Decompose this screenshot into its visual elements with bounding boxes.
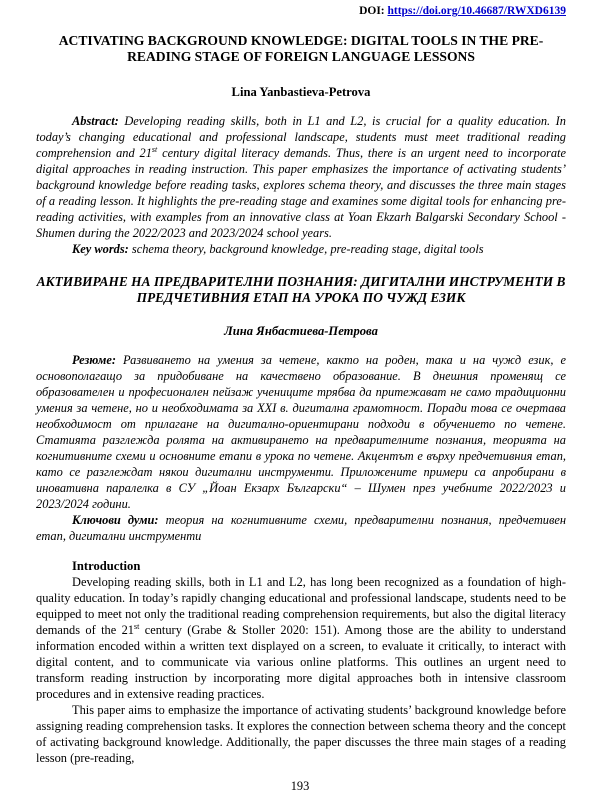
keywords-bg-text: теория на когнитивните схеми, предварителни познания, предчетивен етап, дигитални инструменти xyxy=(36,513,566,543)
abstract-paragraph xyxy=(36,113,566,241)
author-name-en: Lina Yanbastieva-Petrova xyxy=(231,85,371,99)
article-title-en: ACTIVATING BACKGROUND KNOWLEDGE: DIGITAL TOOLS IN THE PRE-READING STAGE OF FOREIGN LANGUAGE LESSONS xyxy=(58,33,544,64)
doi-line xyxy=(36,4,566,18)
abstract-label: Abstract: xyxy=(72,114,119,128)
article-title-bg: АКТИВИРАНЕ НА ПРЕДВАРИТЕЛНИ ПОЗНАНИЯ: ДИГИТАЛНИ ИНСТРУМЕНТИ В ПРЕДЧЕТИВНИЯ ЕТАП НА УРОКА ПО ЧУЖД ЕЗИК xyxy=(36,274,566,305)
resume-text: Развиването на умения за четене, както на роден, така и на чужд език, е основополагащо за придобиване на качествено образование. В днешния променящ се образователен и професионален пейзаж учениците трябва да притежават не само традиционни умения за четене, но и необходимата за XXI в. дигитална грамотност. Поради това се очертава необходимост от прилагане на дигитално-ориентирани подходи в обучението по четене. Статията разглежда ролята на активирането на предварителните познания, теорията на когнитивните схеми и основните етапи в урока по четене. Акцентът е върху предчетивния етап, като се разглеждат някои дигитални инструменти. Приложените примери са апробирани в иновативна паралелка в СУ „Йоан Екзарх Български“ – Шумен през учебните 2022/2023 и 2023/2024 години. xyxy=(36,353,566,511)
intro-p1-text-1: Developing reading skills, both in L1 and L2, has long been recognized as a foundation of high-quality education. In today’s rapidly changing educational and professional landscape, students need to be equipped to meet not only the traditional reading comprehension requirements, but also the digital literacy demands of the 21 xyxy=(36,575,566,637)
keywords-bg-label: Ключови думи: xyxy=(72,513,159,527)
doi-label: DOI: xyxy=(359,5,388,17)
keywords-bg-paragraph xyxy=(36,512,566,544)
abstract-ordinal-sup: st xyxy=(151,144,158,154)
keywords-en-label: Key words: xyxy=(72,242,129,256)
resume-paragraph xyxy=(36,352,566,512)
author-name-bg: Лина Янбастиева-Петрова xyxy=(224,324,378,338)
section-heading-introduction: Introduction xyxy=(72,559,141,573)
page-number: 193 xyxy=(290,779,310,793)
doi-link[interactable]: https://doi.org/10.46687/RWXD6139 xyxy=(387,5,566,17)
intro-paragraph-1 xyxy=(36,574,566,702)
keywords-en-paragraph xyxy=(36,241,566,257)
intro-ordinal-sup: st xyxy=(134,621,140,631)
intro-p1-text-2: century (Grabe & Stoller 2020: 151). Among those are the ability to understand information encoded within a written text displayed on a screen, to evaluate it critically, to interact with digital content, and to communicate via various online platforms. This outlines an urgent need to transform reading instruction by incorporating more digital approaches both in intensive classroom procedures and in extensive reading practices. xyxy=(36,623,567,701)
resume-label: Резюме: xyxy=(72,353,116,367)
keywords-en-text: schema theory, background knowledge, pre-reading stage, digital tools xyxy=(128,242,484,256)
abstract-text-2: century digital literacy demands. Thus, there is an urgent need to incorporate digital approaches in reading instruction. This paper emphasizes the importance of activating students’ background knowledge before reading tasks, explores schema theory, and discusses the three main stages of a reading lesson. It highlights the pre-reading stage and examines some digital tools for enhancing pre-reading activities, with examples from an innovative class at Yoan Ekzarh Balgarski Secondary School - Shumen during the 2022/2023 and 2023/2024 school years. xyxy=(36,146,566,240)
abstract-text-1: Developing reading skills, both in L1 and L2, is crucial for a quality education. In today’s changing educational and professional landscape, students must meet traditional reading comprehension and 21 xyxy=(36,114,566,160)
intro-paragraph-2: This paper aims to emphasize the importance of activating students’ background knowledge before assigning reading comprehension tasks. It explores the connection between schema theory and the concept of activating background knowledge. Additionally, the paper discusses the three main stages of a reading lesson (pre-reading, xyxy=(36,703,566,765)
